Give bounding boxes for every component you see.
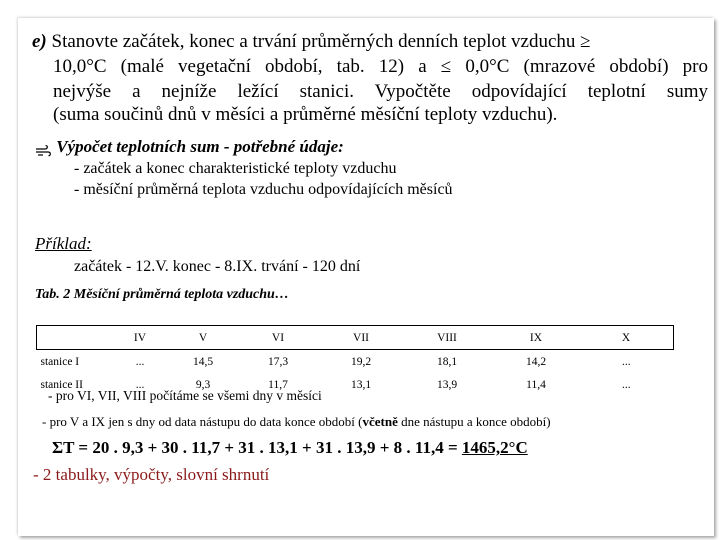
summary-text: 2 tabulky, výpočty, slovní shrnutí: [42, 465, 270, 484]
note-2-end: dne nástupu a konce období): [397, 414, 551, 429]
table-header-cell: IV: [109, 326, 171, 350]
table-cell: 18,1: [436, 355, 458, 368]
temperature-table: [36, 325, 674, 396]
note-2: [42, 414, 551, 430]
intro-label: e): [32, 31, 47, 52]
table-cell: 9,3: [195, 378, 211, 391]
summary-dash: -: [33, 465, 39, 484]
table-header-cell: [37, 326, 110, 350]
table-cell: stanice II: [40, 378, 83, 391]
table-cell: 11,7: [268, 378, 288, 391]
table-header-cell: V: [171, 326, 235, 350]
intro-text-1: Stanovte začátek, konec a trvání průměrných denních teplot vzduchu ≥: [51, 31, 591, 52]
table-header-row: [37, 326, 674, 350]
table-cell: 14,2: [525, 355, 547, 368]
calc-item-2: - měsíční průměrná teplota vzduchu odpovídajících měsíců: [74, 181, 453, 198]
table-cell: ...: [621, 355, 631, 368]
formula-prefix: ΣT = 20 . 9,3 + 30 . 11,7 + 31 . 13,1 + 31 . 13,9 + 8 . 11,4 =: [52, 438, 462, 457]
table-header-cell: VIII: [401, 326, 493, 350]
table-cell: 13,9: [436, 378, 458, 391]
table-cell: 14,5: [192, 355, 214, 368]
table-header-cell: VI: [235, 326, 321, 350]
table-row: [37, 350, 674, 374]
intro-line-1: [32, 31, 591, 53]
table-cell: ...: [135, 355, 145, 368]
table-header-cell: IX: [493, 326, 579, 350]
table-caption: Tab. 2 Měsíční průměrná teplota vzduchu…: [35, 287, 289, 302]
summary: [33, 465, 269, 485]
example-label: Příklad:: [35, 234, 92, 253]
table-cell: 19,2: [350, 355, 372, 368]
calc-heading: [35, 137, 344, 157]
table-cell: 13,1: [350, 378, 372, 391]
table-header-cell: X: [579, 326, 674, 350]
wind-swirl-icon: [35, 142, 52, 154]
table-cell: ...: [621, 378, 631, 391]
table-cell: stanice I: [40, 355, 80, 368]
calc-item-1: - začátek a konec charakteristické teploty vzduchu: [74, 160, 397, 177]
intro-line-2: 10,0°C (malé vegetační období, tab. 12) a ≤ 0,0°C (mrazové období) pro: [53, 56, 708, 77]
table-cell: ...: [135, 378, 145, 391]
note-2-start: - pro V a IX jen s dny od data nástupu do data konce období (: [42, 414, 363, 429]
note-2-bold: včetně: [362, 414, 398, 429]
formula: [52, 438, 528, 458]
formula-result: 1465,2°C: [461, 438, 528, 457]
table-header-cell: VII: [321, 326, 401, 350]
intro-line-3: nejvýše a nejníže ležící stanici. Vypočtěte odpovídající teplotní sumy: [53, 81, 708, 102]
intro-line-4: (suma součinů dnů v měsíci a průměrné měsíční teploty vzduchu).: [53, 104, 558, 125]
note-1: - pro VI, VII, VIII počítáme se všemi dny v měsíci: [48, 388, 322, 403]
table-cell: 17,3: [267, 355, 289, 368]
example-text: začátek - 12.V. konec - 8.IX. trvání - 120 dní: [74, 258, 361, 275]
table-cell: 11,4: [526, 378, 546, 391]
calc-heading-text: Výpočet teplotních sum - potřebné údaje:: [56, 137, 344, 156]
